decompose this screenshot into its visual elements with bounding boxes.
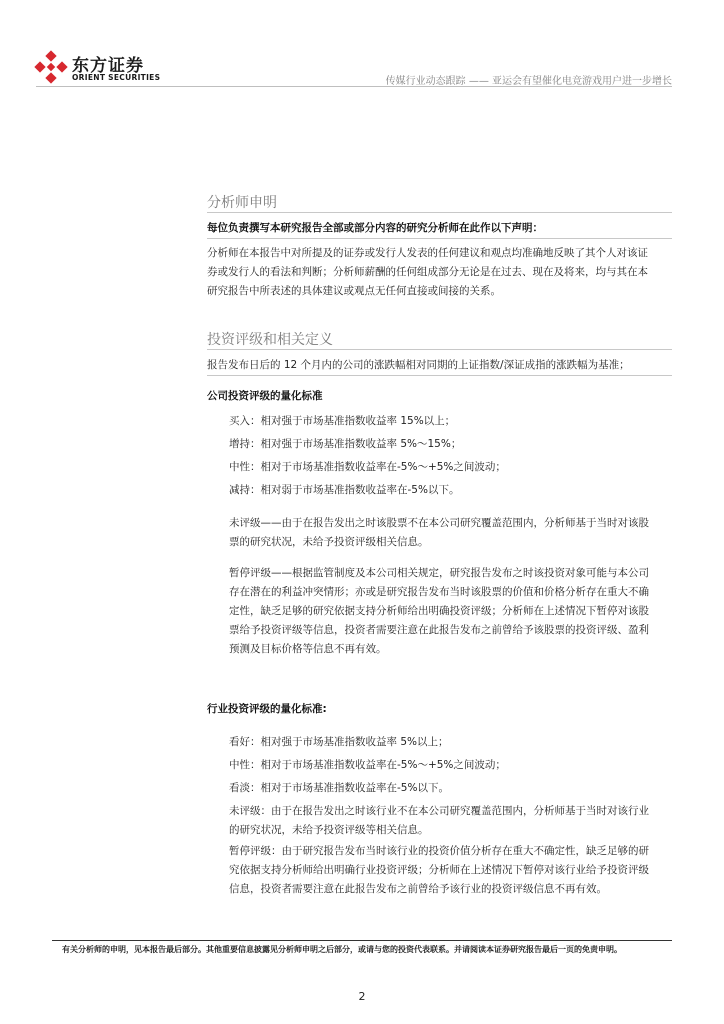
rating-intro: 报告发布日后的 12 个月内的公司的涨跌幅相对同期的上证指数/深证成指的涨跌幅为基准； [207,359,630,371]
analyst-statement-lead: 每位负责撰写本研究报告全部或部分内容的研究分析师在此作以下声明： [207,222,543,234]
industry-rating-neutral: 中性：相对于市场基准指数收益率在-5%～+5%之间波动； [229,759,506,771]
company-rating-buy: 买入：相对强于市场基准指数收益率 15%以上； [229,415,456,427]
logo-name: 东方证券 [72,56,144,76]
paragraph-line: 票给予投资评级等信息，投资者需要注意在此报告发布之前曾给予该股票的投资评级、盈利 [229,624,649,636]
paragraph-line: 票的研究状况，未给予投资评级相关信息。 [229,536,429,548]
company-rating-underweight: 减持：相对弱于市场基准指数收益率在-5%以下。 [229,484,460,496]
industry-unrated-paragraph [229,802,679,840]
industry-rating-title: 行业投资评级的量化标准: [207,703,327,715]
company-unrated-paragraph [229,514,679,552]
rating-heading-rule [207,349,672,350]
industry-suspended-paragraph [229,842,679,899]
paragraph-line: 究依据支持分析师给出明确行业投资评级；分析师在上述情况下暂停对该行业给予投资评级 [229,864,649,876]
paragraph-line: 未评级：由于在报告发出之时该行业不在本公司研究覆盖范围内，分析师基于当时对该行业 [229,805,649,817]
industry-rating-positive: 看好：相对强于市场基准指数收益率 5%以上； [229,736,449,748]
company-suspended-paragraph [229,564,679,659]
analyst-statement-body [207,244,677,301]
company-rating-neutral: 中性：相对于市场基准指数收益率在-5%～+5%之间波动； [229,461,506,473]
footer-divider [52,940,672,941]
company-rating-overweight: 增持：相对强于市场基准指数收益率 5%～15%； [229,438,462,450]
logo-mark-icon [34,50,68,84]
paragraph-line: 分析师在本报告中对所提及的证券或发行人发表的任何建议和观点均准确地反映了其个人对该证 [207,247,648,259]
paragraph-line: 暂停评级：由于研究报告发布当时该行业的投资价值分析存在重大不确定性，缺乏足够的研 [229,845,649,857]
paragraph-line: 未评级——由于在报告发出之时该股票不在本公司研究覆盖范围内，分析师基于当时对该股 [229,517,649,529]
paragraph-line: 存在潜在的利益冲突情形；亦或是研究报告发布当时该股票的价值和价格分析存在重大不确 [229,586,649,598]
logo-subtitle: ORIENT SECURITIES [72,73,161,82]
analyst-lead-rule [207,238,672,239]
paragraph-line: 定性，缺乏足够的研究依据支持分析师给出明确投资评级；分析师在上述情况下暂停对该股 [229,605,649,617]
company-rating-title: 公司投资评级的量化标准 [207,390,323,402]
header-divider [36,86,672,87]
paragraph-line: 的研究状况，未给予投资评级等相关信息。 [229,824,429,836]
industry-rating-negative: 看淡：相对于市场基准指数收益率在-5%以下。 [229,782,449,794]
report-title: 传媒行业动态跟踪 —— 亚运会有望催化电竞游戏用户进一步增长 [385,76,672,87]
paragraph-line: 券或发行人的看法和判断；分析师薪酬的任何组成部分无论是在过去、现在及将来，均与其在本 [207,266,648,278]
paragraph-line: 信息，投资者需要注意在此报告发布之前曾给予该行业的投资评级信息不再有效。 [229,883,607,895]
paragraph-line: 暂停评级——根据监管制度及本公司相关规定，研究报告发布之时该投资对象可能与本公司 [229,567,649,579]
paragraph-line: 预测及目标价格等信息不再有效。 [229,643,387,655]
page-number: 2 [358,990,366,1003]
analyst-statement-heading: 分析师申明 [207,195,277,211]
analyst-heading-rule [207,212,672,213]
footer-disclaimer: 有关分析师的申明，见本报告最后部分。其他重要信息披露见分析师申明之后部分，或请与您的投资代表联系。并请阅读本证券研究报告最后一页的免责申明。 [62,945,622,954]
rating-heading: 投资评级和相关定义 [207,332,333,348]
company-logo [34,50,164,86]
paragraph-line: 研究报告中所表述的具体建议或观点无任何直接或间接的关系。 [207,285,501,297]
rating-intro-rule [207,375,672,376]
